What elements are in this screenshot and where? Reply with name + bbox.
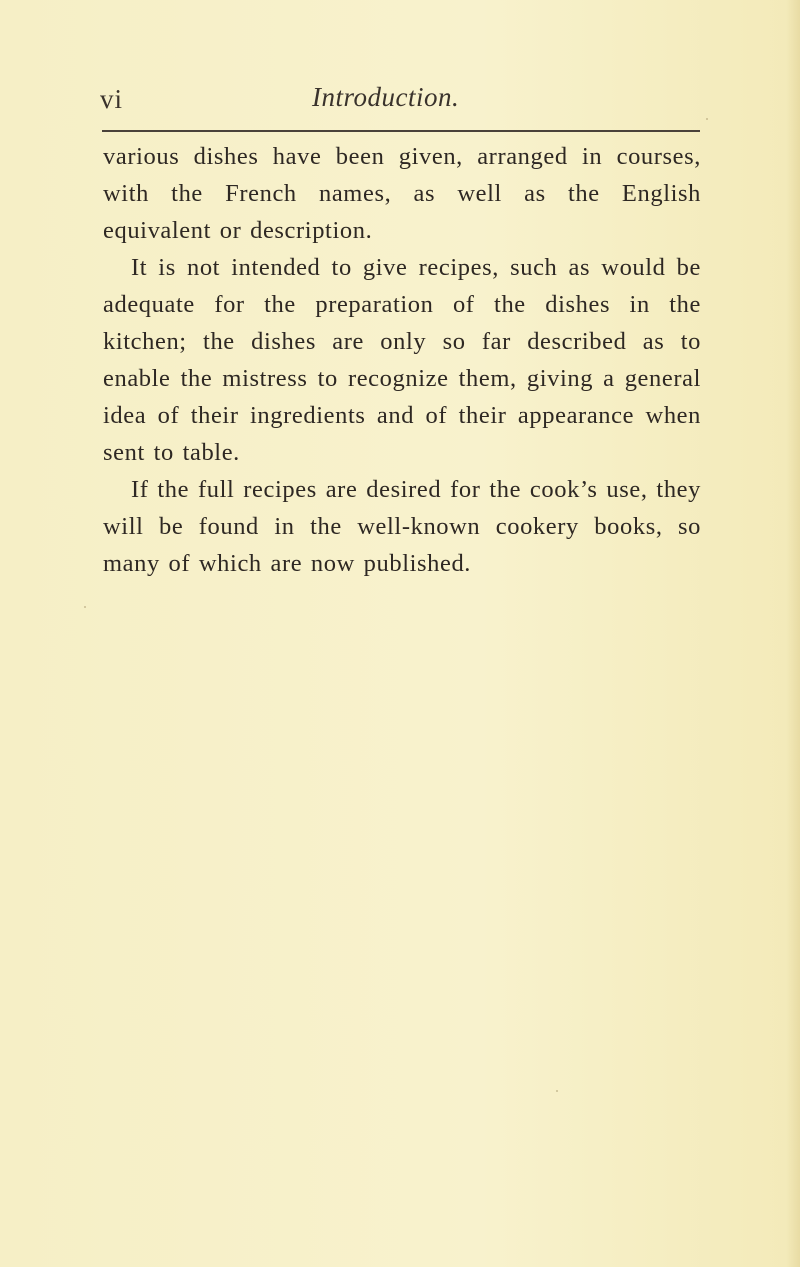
running-head-title: Introduction. xyxy=(312,82,460,112)
paragraph-cookery-books: If the full recipes are desired for the cook’s use, they will be found in the well-known cookery books, so many of which are now published. xyxy=(103,476,701,577)
body-text xyxy=(103,138,701,582)
page-number: vi xyxy=(100,84,124,114)
header-rule xyxy=(102,130,700,132)
paragraph-continued: various dishes have been given, arranged in courses, with the French names, as well as the English equivalent or description. xyxy=(103,143,701,244)
running-head xyxy=(100,84,700,124)
paper-speck xyxy=(84,606,86,608)
paper-speck xyxy=(556,1090,558,1092)
page-edge-shadow xyxy=(786,0,800,1267)
paragraph-recipes-note: It is not intended to give recipes, such as would be adequate for the preparation of the dishes in the kitchen; the dishes are only so far described as to enable the mistress to recognize them, giving a general idea of their ingredients and of their appearance when sent to table. xyxy=(103,254,701,466)
paper-speck xyxy=(706,118,708,120)
